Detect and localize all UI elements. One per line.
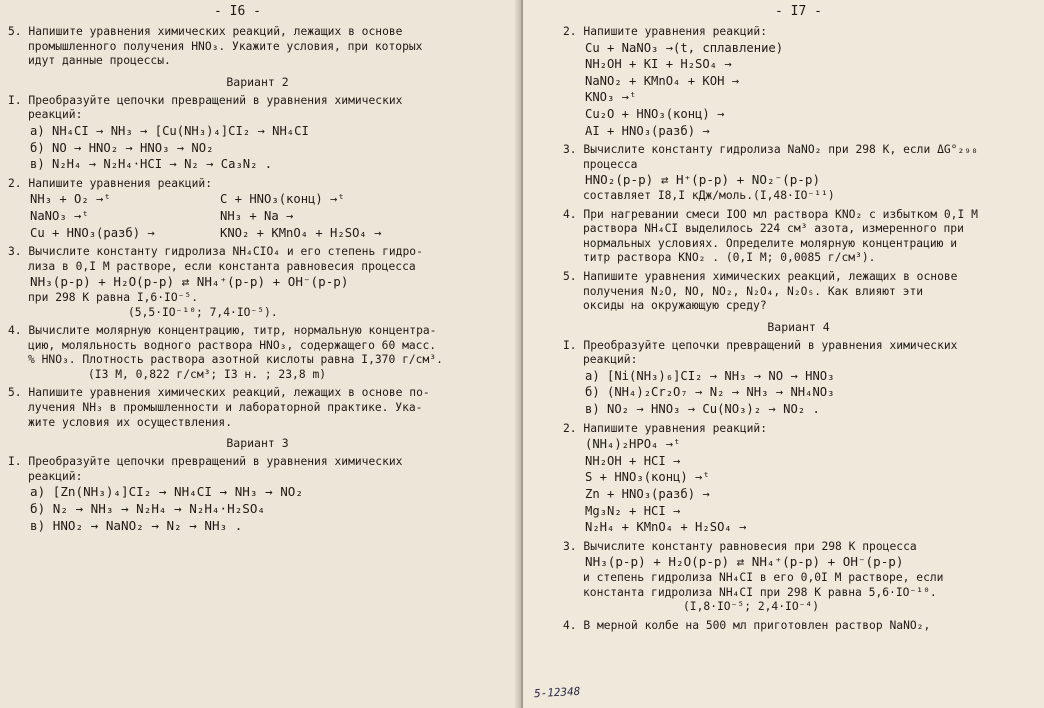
task-4-variant-2 [8,324,507,382]
reaction: NH₂OH + KI + H₂SO₄ → [585,57,732,72]
text-line: идут данные процессы. [28,54,171,68]
task-4-variant-4 [563,619,1034,634]
reaction-chain: б) NO → HNO₂ → HNO₃ → NO₂ [30,140,214,155]
text-line: 5. Напишите уравнения химических реакций, лежащих в основе [563,269,958,283]
variant-3-heading: Вариант 3 [226,436,289,451]
text-line: оксиды на окружающую среду? [583,299,767,313]
task-2-variant-4 [563,422,1034,536]
reaction: C + HNO₃(конц) →ᵗ [220,192,345,207]
reaction-chain: в) NO₂ → HNO₃ → Cu(NO₃)₂ → NO₂ . [585,402,820,417]
text-line: лучения NH₃ в промышленности и лабораторной практике. Ука- [28,401,423,415]
answer: (I,8·IO⁻⁵; 2,4·IO⁻⁴) [683,600,820,614]
task-5-variant-3 [563,270,1034,314]
task-5-variant-2 [8,386,507,430]
answer: (5,5·IO⁻¹⁰; 7,4·IO⁻⁵). [128,305,278,319]
reaction-columns [8,191,507,241]
text-line: 4. В мерной колбе на 500 мл приготовлен раствор NaNO₂, [563,618,931,632]
reaction: Cu + HNO₃(разб) → [30,225,155,240]
variant-2-heading: Вариант 2 [226,74,289,89]
equilibrium-equation: HNO₂(р-р) ⇄ H⁺(р-р) + NO₂⁻(р-р) [585,172,821,188]
text-line: процесса [583,157,638,171]
reaction: NaNO₂ + KMnO₄ + KOH → [585,73,740,88]
text-line: 3. Вычислите константу гидролиза NH₄CIO₄ и его степень гидро- [8,245,423,259]
page-number-right: - I7 - [775,4,822,19]
task-4-variant-3 [563,208,1034,266]
reaction: Zn + HNO₃(разб) → [585,487,710,502]
text-line: при 298 К равна I,6·IO⁻⁵. [28,290,199,304]
text-line: 3. Вычислите константу гидролиза NaNO₂ при 298 К, если ΔG°₂₉₈ [563,143,978,157]
text-line: 5. Напишите уравнения химических реакций, лежащих в основе по- [8,386,430,400]
reaction-chain: в) HNO₂ → NaNO₂ → N₂ → NH₃ . [30,517,243,533]
reaction-chain: в) N₂H₄ → N₂H₄·HCI → N₂ → Ca₃N₂ . [30,157,273,172]
answer: (I3 М, 0,822 г/см³; I3 н. ; 23,8 m) [88,367,327,381]
reaction-chain: а) NH₄CI → NH₃ → [Cu(NH₃)₄]CI₂ → NH₄CI [30,123,309,138]
text-line: I. Преобразуйте цепочки превращений в уравнения химических [563,338,958,352]
text-line: промышленного получения HNO₃. Укажите условия, при которых [28,39,423,53]
reaction: Cu + NaNO₃ →(t, сплавление) [585,40,784,55]
reaction: KNO₂ + KMnO₄ + H₂SO₄ → [220,225,382,240]
variant-4-heading: Вариант 4 [767,319,830,334]
text-line: 2. Напишите уравнения реакций: [563,25,768,38]
task-3-variant-3 [563,143,1034,203]
text-line: и степень гидролиза NH₄CI в его 0,0I М растворе, если [583,571,944,584]
reaction: Mg₃N₂ + HCI → [585,503,681,518]
text-line: реакций: [28,469,83,483]
reaction: KNO₃ →ᵗ [585,90,637,105]
right-page [523,0,1044,708]
task-2-variant-2 [8,177,507,241]
task-1-variant-2 [8,94,507,173]
text-line: 4. При нагревании смеси IOO мл раствора KNO₂ с избытком 0,I М [563,207,978,221]
page-number-left: - I6 - [214,4,261,19]
equilibrium-equation: NH₃(р-р) + H₂O(р-р) ⇄ NH₄⁺(р-р) + OH⁻(р-р) [585,554,904,570]
task-1-variant-3 [8,455,507,534]
text-line: 2. Напишите уравнения реакций: [563,421,768,435]
equilibrium-equation: NH₃(р-р) + H₂O(р-р) ⇄ NH₄⁺(р-р) + OH⁻(р-р) [30,274,349,290]
text-line: 5. Напишите уравнения химических реакций, лежащих в основе [8,25,403,38]
left-page [0,0,521,708]
reaction: AI + HNO₃(разб) → [585,123,710,138]
text-line: составляет I8,I кДж/моль.(I,48·IO⁻¹¹) [583,188,835,202]
task-2-variant-3 [563,25,1034,139]
task-3-variant-2 [8,245,507,320]
reaction: Cu₂O + HNO₃(конц) → [585,106,725,121]
text-line: 3. Вычислите константу равновесия при 298 К процесса [563,539,917,553]
reaction: N₂H₄ + KMnO₄ + H₂SO₄ → [585,520,747,535]
reaction-chain: а) [Ni(NH₃)₆]CI₂ → NH₃ → NO → HNO₃ [585,368,835,383]
text-line: нормальных условиях. Определите молярную концентрацию и [583,236,958,250]
text-line: реакций: [583,353,638,367]
text-line: % HNO₃. Плотность раствора азотной кислоты равна I,370 г/см³. [28,353,443,367]
text-line: I. Преобразуйте цепочки превращений в уравнения химических [8,455,403,469]
reaction-chain: б) (NH₄)₂Cr₂O₇ → N₂ → NH₃ → NH₄NO₃ [585,385,835,400]
reaction: NH₃ + O₂ →ᵗ [30,192,111,207]
reaction: S + HNO₃(конц) →ᵗ [585,470,710,485]
task-5-variant-1 [8,25,507,69]
text-line: раствора NH₄CI выделилось 224 см³ азота, измеренного при [583,222,964,236]
text-line: константа гидролиза NH₄CI при 298 К равна 5,6·IO⁻¹⁰. [583,585,937,599]
text-line: I. Преобразуйте цепочки превращений в уравнения химических [8,93,403,107]
text-line: жите условия их осуществления. [28,415,233,429]
reaction: NH₃ + Na → [220,208,294,223]
reaction: NaNO₃ →ᵗ [30,208,89,223]
reaction-chain: а) [Zn(NH₃)₄]CI₂ → NH₄CI → NH₃ → NO₂ [30,484,303,500]
handwritten-note: 5-12348 [533,684,581,701]
task-1-variant-4 [563,339,1034,418]
text-line: 4. Вычислите молярную концентрацию, титр, нормальную концентра- [8,324,437,338]
task-3-variant-4 [563,540,1034,615]
text-line: лиза в 0,I M растворе, если константа равновесия процесса [28,259,416,273]
text-line: получения N₂O, NO, NO₂, N₂O₄, N₂O₅. Как влияют эти [583,284,924,298]
text-line: 2. Напишите уравнения реакций: [8,176,213,190]
reaction-chain: б) N₂ → NH₃ → N₂H₄ → N₂H₄·H₂SO₄ [30,501,266,517]
text-line: цию, моляльность водного раствора HNO₃, содержащего 60 масс. [28,338,437,352]
text-line: титр раствора KNO₂ . (0,I М; 0,0085 г/см³). [583,251,876,265]
reaction: NH₂OH + HCI → [585,453,681,468]
text-line: реакций: [28,108,83,122]
reaction: (NH₄)₂HPO₄ →ᵗ [585,437,681,452]
